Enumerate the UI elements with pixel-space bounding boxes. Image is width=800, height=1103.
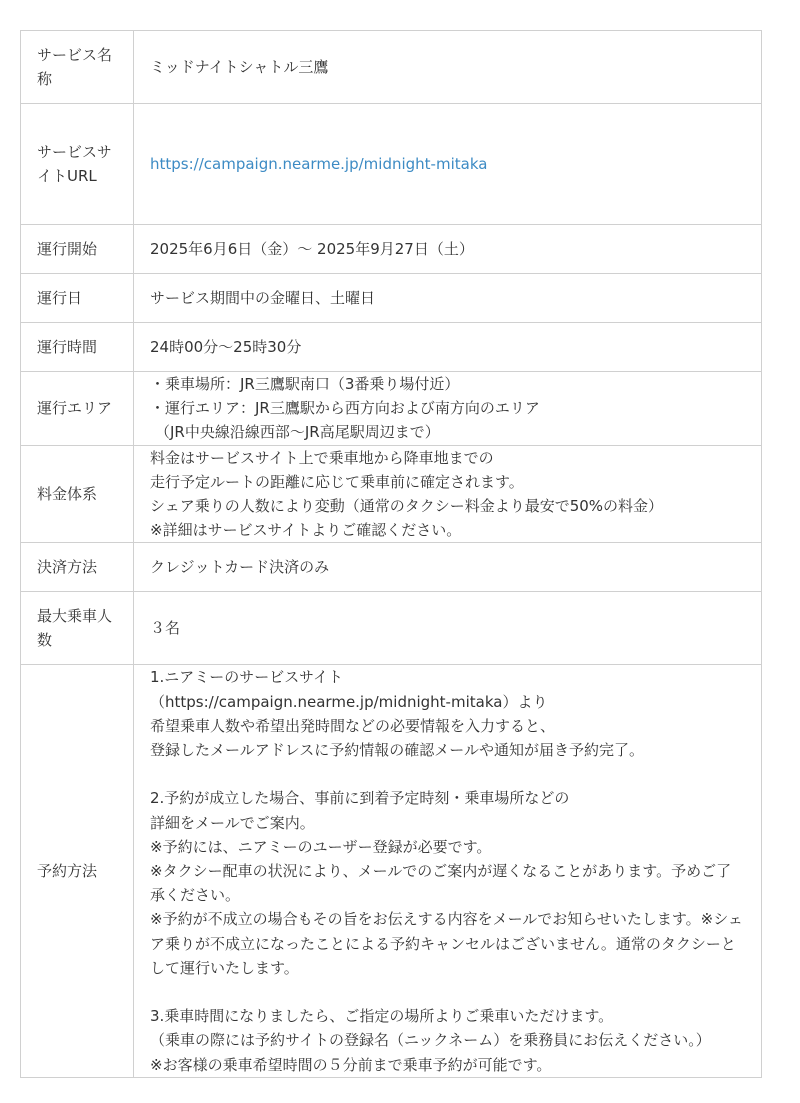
table-row [21,372,762,446]
reservation-line: ※予約が不成立の場合もその旨をお伝えする内容をメールでお知らせいたします。※シェア乗りが不成立になったことによる予約キャンセルはございません。通常のタクシーとして運行いたします。 [150,910,743,977]
area-line: （JR中央線沿線西部〜JR高尾駅周辺まで） [155,423,440,442]
area-line: ・運行エリア：JR三鷹駅から西方向および南方向のエリア [150,399,540,418]
row-label-service-name: サービス名称 [21,31,134,104]
service-name-value: ミッドナイトシャトル三鷹 [134,31,762,104]
spacer [150,980,745,1004]
table-row [21,31,762,104]
spacer [150,762,745,786]
table-row [21,592,762,665]
table-row [21,274,762,323]
row-label-reservation: 予約方法 [21,665,134,1077]
row-label-days: 運行日 [21,274,134,323]
operation-area-value [134,372,762,446]
reservation-method-value [134,665,762,1077]
operation-hours-value: 24時00分〜25時30分 [134,323,762,372]
reservation-line: 詳細をメールでご案内。 [150,813,315,832]
row-label-payment: 決済方法 [21,543,134,592]
fare-system-value [134,445,762,543]
reservation-line: 1.ニアミーのサービスサイト [150,668,343,687]
reservation-line: 希望乗車人数や希望出発時間などの必要情報を入力すると、 [150,716,556,735]
table-row [21,225,762,274]
reservation-line: （乗車の際には予約サイトの登録名（ニックネーム）を乗務員にお伝えください。） [150,1031,711,1050]
service-url-cell [134,104,762,225]
fare-line: 走行予定ルートの距離に応じて乗車前に確定されます。 [150,472,524,491]
table-row [21,323,762,372]
row-label-max-passengers: 最大乗車人数 [21,592,134,665]
row-label-service-url: サービスサイトURL [21,104,134,225]
operation-period-value: 2025年6月6日（金）〜 2025年9月27日（土） [134,225,762,274]
service-info-table [20,30,762,1078]
reservation-line: ※予約には、ニアミーのユーザー登録が必要です。 [150,837,492,856]
table-row [21,445,762,543]
reservation-line: 登録したメールアドレスに予約情報の確認メールや通知が届き予約完了。 [150,741,644,760]
table-row [21,104,762,225]
max-passengers-value: ３名 [134,592,762,665]
reservation-line: 2.予約が成立した場合、事前に到着予定時刻・乗車場所などの [150,789,570,808]
row-label-hours: 運行時間 [21,323,134,372]
row-label-fare: 料金体系 [21,445,134,543]
reservation-line: ※お客様の乗車希望時間の５分前まで乗車予約が可能です。 [150,1055,552,1074]
row-label-start: 運行開始 [21,225,134,274]
area-line: ・乗車場所：JR三鷹駅南口（3番乗り場付近） [150,375,460,393]
operation-days-value: サービス期間中の金曜日、土曜日 [134,274,762,323]
row-label-area: 運行エリア [21,372,134,446]
reservation-line: ※タクシー配車の状況により、メールでのご案内が遅くなることがあります。予めご了承ください。 [150,862,732,905]
table-row [21,665,762,1077]
fare-line: ※詳細はサービスサイトよりご確認ください。 [150,521,462,540]
payment-method-value: クレジットカード決済のみ [134,543,762,592]
service-site-link[interactable]: https://campaign.nearme.jp/midnight-mitaka [150,154,488,173]
reservation-line: （https://campaign.nearme.jp/midnight-mitaka）より [150,692,548,711]
fare-line: シェア乗りの人数により変動（通常のタクシー料金より最安で50%の料金） [150,497,664,516]
table-row [21,543,762,592]
fare-line: 料金はサービスサイト上で乗車地から降車地までの [150,448,494,467]
reservation-line: 3.乗車時間になりましたら、ご指定の場所よりご乗車いただけます。 [150,1007,614,1026]
